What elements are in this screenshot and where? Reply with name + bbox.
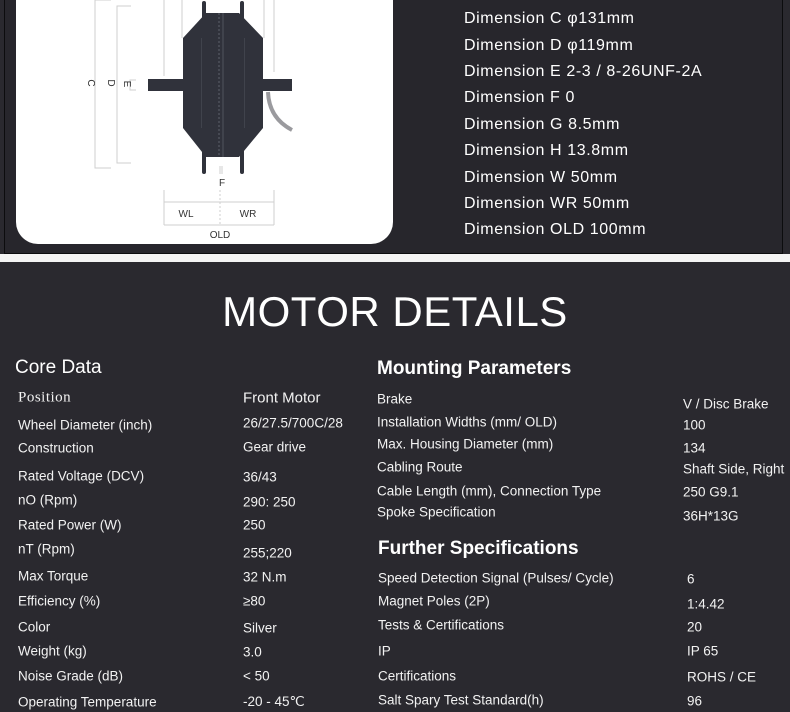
label-wl: WL — [178, 209, 194, 220]
row-value: 20 — [687, 619, 703, 635]
label-wr: WR — [239, 209, 257, 220]
dimension-item: Dimension F 0 — [464, 89, 575, 106]
row-label: Speed Detection Signal (Pulses/ Cycle) — [378, 570, 614, 586]
label-f: F — [218, 178, 226, 189]
row-label: Cable Length (mm), Connection Type — [377, 483, 602, 499]
row-label: Cabling Route — [377, 459, 463, 475]
dimension-item: Dimension H 13.8mm — [464, 142, 629, 159]
row-value: Silver — [243, 620, 277, 636]
row-label: Wheel Diameter (inch) — [18, 417, 153, 433]
row-label: Construction — [18, 440, 94, 456]
row-value: 96 — [687, 693, 703, 709]
row-value: Front Motor — [243, 389, 321, 407]
row-label: Position — [18, 389, 72, 406]
row-value: 100 — [683, 417, 706, 433]
core-data-heading: Core Data — [15, 357, 102, 378]
row-label: Salt Spary Test Standard(h) — [378, 692, 544, 708]
row-label: Color — [18, 619, 51, 635]
row-value: 3.0 — [243, 644, 262, 660]
label-d: D — [105, 79, 116, 87]
dimension-item: Dimension D φ119mm — [464, 37, 634, 54]
dimension-item: Dimension C φ131mm — [464, 10, 635, 27]
row-label: Tests & Certifications — [378, 617, 505, 633]
motor-drawing — [16, 0, 393, 244]
dimension-item: Dimension WR 50mm — [464, 195, 630, 212]
further-heading: Further Specifications — [378, 538, 579, 559]
row-label: Magnet Poles (2P) — [378, 593, 490, 609]
row-label: Rated Power (W) — [18, 517, 122, 533]
row-value: 250 — [243, 517, 266, 533]
motor-diagram — [16, 0, 393, 244]
row-label: Rated Voltage (DCV) — [18, 468, 145, 484]
row-label: Brake — [377, 391, 413, 407]
row-label: Weight (kg) — [18, 643, 87, 659]
label-c: C — [85, 79, 96, 87]
row-label: Efficiency (%) — [18, 593, 101, 609]
label-e: E — [121, 80, 132, 88]
row-label: Max Torque — [18, 568, 89, 584]
label-old: OLD — [209, 230, 231, 241]
row-label: Operating Temperature — [18, 694, 157, 710]
row-value: Gear drive — [243, 439, 307, 455]
row-value: 255;220 — [243, 545, 292, 561]
row-value: Shaft Side, Right — [683, 461, 785, 477]
row-label: Max. Housing Diameter (mm) — [377, 436, 554, 452]
row-label: Spoke Specification — [377, 504, 496, 520]
mounting-heading: Mounting Parameters — [377, 358, 572, 379]
row-label: IP — [378, 643, 391, 659]
row-label: nT (Rpm) — [18, 541, 75, 557]
dimension-item: Dimension OLD 100mm — [464, 221, 647, 238]
row-value: 26/27.5/700C/28 — [243, 415, 343, 431]
row-value: -20 - 45℃ — [243, 694, 305, 709]
dimension-item: Dimension E 2-3 / 8-26UNF-2A — [464, 63, 703, 80]
row-value: < 50 — [243, 668, 270, 684]
row-label: Noise Grade (dB) — [18, 668, 124, 684]
row-value: ROHS / CE — [687, 669, 757, 685]
row-value: ≥80 — [243, 593, 266, 609]
row-value: 32 N.m — [243, 569, 287, 585]
row-label: nO (Rpm) — [18, 492, 78, 508]
row-label: Installation Widths (mm/ OLD) — [377, 414, 558, 430]
page-title: MOTOR DETAILS — [222, 288, 568, 335]
divider — [0, 254, 790, 262]
row-value: V / Disc Brake — [683, 396, 769, 412]
row-value: 1:4.42 — [687, 596, 725, 612]
row-value: 250 G9.1 — [683, 484, 739, 500]
dimension-item: Dimension G 8.5mm — [464, 116, 621, 133]
row-value: 290: 250 — [243, 494, 296, 510]
row-value: 36H*13G — [683, 508, 739, 524]
row-label: Certifications — [378, 668, 457, 684]
row-value: 134 — [683, 440, 706, 456]
row-value: 36/43 — [243, 469, 277, 485]
dimension-item: Dimension W 50mm — [464, 169, 618, 186]
row-value: 6 — [687, 571, 695, 587]
row-value: IP 65 — [687, 643, 719, 659]
